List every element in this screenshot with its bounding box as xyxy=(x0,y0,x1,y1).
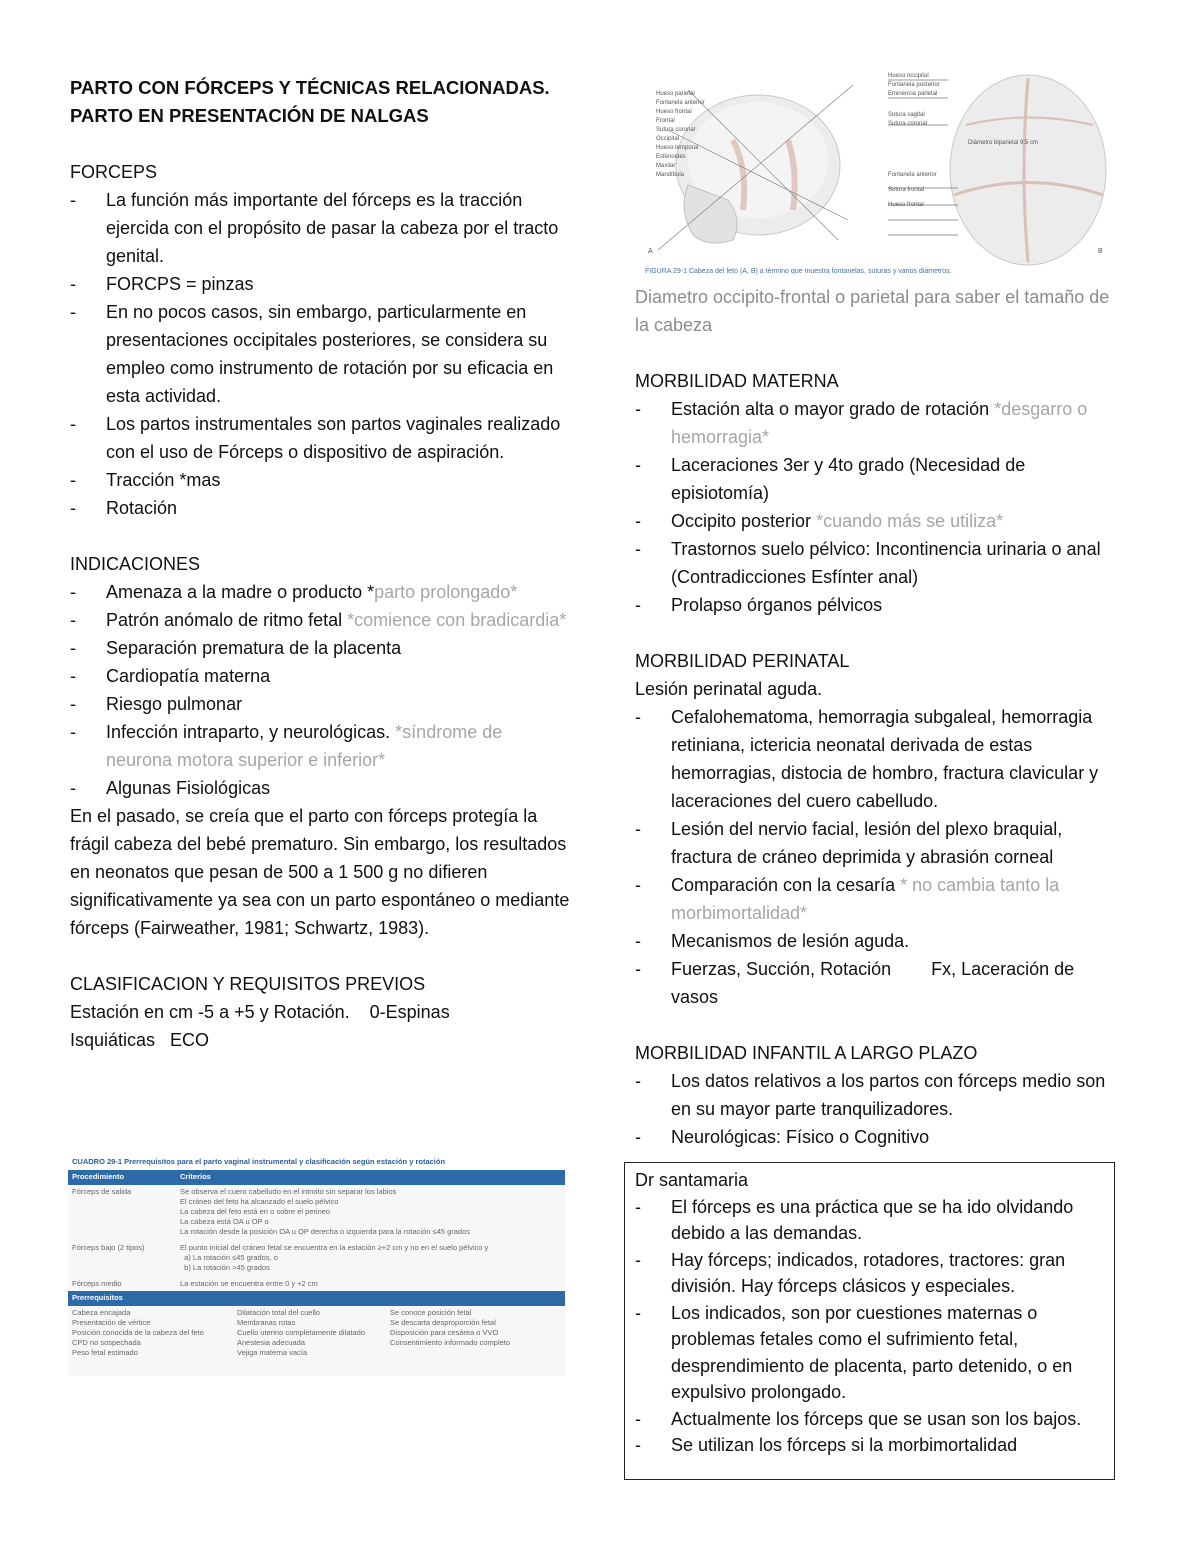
indicaciones-heading: INDICACIONES xyxy=(70,554,201,574)
list-item: - Riesgo pulmonar xyxy=(70,690,570,718)
table-row: Posición conocida de la cabeza del feto Cuello uterino completamente dilatado Disposición para cesárea o VVO xyxy=(72,1328,499,1337)
diameter-label: Diámetro biparietal 9.5 cm xyxy=(968,140,1039,146)
table-row: Peso fetal estimado Vejiga materna vacía xyxy=(72,1348,308,1357)
right-column xyxy=(635,283,1125,1151)
list-item: - Actualmente los fórceps que se usan son los bajos. xyxy=(635,1406,1114,1433)
title-line-2: PARTO EN PRESENTACIÓN DE NALGAS xyxy=(70,105,429,126)
forceps-list xyxy=(70,186,570,522)
table-row: Cabeza encajada Dilatación total del cuello Se conoce posición fetal xyxy=(72,1308,472,1317)
list-item: - Los partos instrumentales son partos vaginales realizado con el uso de Fórceps o dispositivo de aspiración. xyxy=(70,410,570,466)
list-item: - Algunas Fisiológicas xyxy=(70,774,570,802)
perinatal-heading: MORBILIDAD PERINATAL xyxy=(635,651,850,671)
table-header: Procedimiento Criterios xyxy=(68,1170,565,1185)
figure-labels-left: Hueso parietal Fontanela anterior Hueso frontal Frontal Sutura coronal Occipital Hueso temporal Esfenoides Maxilar Mandíbula xyxy=(656,91,705,178)
list-item: - FORCPS = pinzas xyxy=(70,270,570,298)
list-item: - Cefalohematoma, hemorragia subgaleal, hemorragia retiniana, ictericia neonatal derivada de estas hemorragias, distocia de hombro, fractura clavicular y laceraciones del cuero cabelludo. xyxy=(635,703,1125,815)
list-item: - Occipito posterior *cuando más se utiliza* xyxy=(635,507,1125,535)
table-row: Presentación de vértice Membranas rotas Se descarta desproporción fetal xyxy=(72,1318,496,1327)
forceps-heading: FORCEPS xyxy=(70,162,158,182)
table-row: Fórceps bajo (2 tipos) El punto inicial del cráneo fetal se encuentra en la estación ≥+2 cm y no en el suelo pélvico y xyxy=(72,1243,489,1252)
table-row: Fórceps de salida Se observa el cuero cabelludo en el introito sin separar los labios xyxy=(72,1187,397,1196)
table-row: La rotación desde la posición OA u OP derecha o izquierda para la rotación ≤45 grados xyxy=(180,1227,470,1236)
table-row: b) La rotación >45 grados xyxy=(180,1263,270,1272)
table-row: Fórceps medio La estación se encuentra entre 0 y +2 cm xyxy=(72,1279,318,1288)
infantil-list xyxy=(635,1067,1125,1151)
list-item: - El fórceps es una práctica que se ha ido olvidando debido a las demandas. xyxy=(635,1194,1114,1247)
table-row: La cabeza está OA u OP o xyxy=(180,1217,269,1226)
list-item: - Se utilizan los fórceps si la morbimortalidad xyxy=(635,1432,1114,1459)
prerequisites-table xyxy=(68,1154,565,1376)
materna-list xyxy=(635,395,1125,619)
list-item: - Fuerzas, Succión, Rotación Fx, Laceración de vasos xyxy=(635,955,1125,1011)
list-item: - Separación prematura de la placenta xyxy=(70,634,570,662)
box-heading: Dr santamaria xyxy=(635,1170,749,1190)
list-item: - Laceraciones 3er y 4to grado (Necesidad de episiotomía) xyxy=(635,451,1125,507)
panel-a-label: A xyxy=(648,248,653,255)
list-item: - Hay fórceps; indicados, rotadores, tractores: gran división. Hay fórceps clásicos y especiales. xyxy=(635,1247,1114,1300)
list-item: - Neurológicas: Físico o Cognitivo xyxy=(635,1123,1125,1151)
clasificacion-heading: CLASIFICACION Y REQUISITOS PREVIOS xyxy=(70,974,426,994)
perinatal-subheading: Lesión perinatal aguda. xyxy=(635,679,823,699)
list-item: - Infección intraparto, y neurológicas. *síndrome de neurona motora superior e inferior* xyxy=(70,718,570,774)
list-item: - Lesión del nervio facial, lesión del plexo braquial, fractura de cráneo deprimida y abrasión corneal xyxy=(635,815,1125,871)
figure-note: Diametro occipito-frontal o parietal para saber el tamaño de la cabeza xyxy=(635,287,1110,335)
prereq-bar: Prerrequisitos xyxy=(68,1291,565,1306)
list-item: - Rotación xyxy=(70,494,570,522)
table-body xyxy=(68,1185,565,1291)
figure-caption: FIGURA 29-1 Cabeza del feto (A, B) a término que muestra fontanelas, suturas y varios diámetros. xyxy=(645,268,952,275)
list-item: - Comparación con la cesaría * no cambia tanto la morbimortalidad* xyxy=(635,871,1125,927)
skull-top-view xyxy=(950,75,1106,265)
materna-heading: MORBILIDAD MATERNA xyxy=(635,371,839,391)
panel-b-label: B xyxy=(1098,248,1103,255)
list-item: - La función más importante del fórceps es la tracción ejercida con el propósito de pasar la cabeza por el tracto genital. xyxy=(70,186,570,270)
box-list xyxy=(635,1194,1114,1459)
table-caption: CUADRO 29-1 Prerrequisitos para el parto vaginal instrumental y clasificación según estación y rotación xyxy=(68,1154,565,1170)
infantil-heading: MORBILIDAD INFANTIL A LARGO PLAZO xyxy=(635,1043,978,1063)
title-line-1: PARTO CON FÓRCEPS Y TÉCNICAS RELACIONADAS. xyxy=(70,77,550,98)
table-row: El cráneo del feto ha alcanzado el suelo pélvico xyxy=(180,1197,339,1206)
clasificacion-line-2: Isquiáticas ECO xyxy=(70,1030,210,1050)
perinatal-list xyxy=(635,703,1125,1011)
list-item: - Los datos relativos a los partos con fórceps medio son en su mayor parte tranquilizadores. xyxy=(635,1067,1125,1123)
skull-illustration xyxy=(648,70,1108,270)
list-item: - Patrón anómalo de ritmo fetal *comience con bradicardia* xyxy=(70,606,570,634)
fetal-skull-figure xyxy=(648,70,1108,280)
table-row: a) La rotación ≤45 grados, o xyxy=(180,1253,278,1262)
dr-santamaria-box xyxy=(624,1162,1115,1480)
list-item: - Trastornos suelo pélvico: Incontinencia urinaria o anal (Contradicciones Esfínter anal) xyxy=(635,535,1125,591)
list-item: - Cardiopatía materna xyxy=(70,662,570,690)
indicaciones-list xyxy=(70,578,570,802)
list-item: - Amenaza a la madre o producto *parto prolongado* xyxy=(70,578,570,606)
list-item: - Prolapso órganos pélvicos xyxy=(635,591,1125,619)
list-item: - Tracción *mas xyxy=(70,466,570,494)
history-paragraph: En el pasado, se creía que el parto con fórceps protegía la frágil cabeza del bebé prematuro. Sin embargo, los resultados en neonatos que pesan de 500 a 1 500 g no difieren significativamente ya sea con un parto espontáneo o mediante fórceps (Fairweather, 1981; Schwartz, 1983). xyxy=(70,806,570,938)
prereq-body xyxy=(68,1306,565,1360)
list-item: - En no pocos casos, sin embargo, particularmente en presentaciones occipitales posteriores, se considera su empleo como instrumento de rotación por su eficacia en esta actividad. xyxy=(70,298,570,410)
clasificacion-line-1: Estación en cm -5 a +5 y Rotación. 0-Espinas xyxy=(70,1002,450,1022)
figure-labels-right: Hueso occipital Fontanela posterior Eminencia parietal Sutura sagital Sutura coronal Fontanela anterior Sutura frontal Hueso frontal xyxy=(888,73,940,208)
left-column xyxy=(70,74,570,1054)
table-row: La cabeza del feto está en o sobre el perineo xyxy=(180,1207,331,1216)
list-item: - Los indicados, son por cuestiones maternas o problemas fetales como el sufrimiento fetal, desprendimiento de placenta, parto detenido, o en expulsivo prolongado. xyxy=(635,1300,1114,1406)
list-item: - Estación alta o mayor grado de rotación *desgarro o hemorragia* xyxy=(635,395,1125,451)
list-item: - Mecanismos de lesión aguda. xyxy=(635,927,1125,955)
table-row: CPD no sospechada Anestesia adecuada Consentimiento informado completo xyxy=(72,1338,511,1347)
